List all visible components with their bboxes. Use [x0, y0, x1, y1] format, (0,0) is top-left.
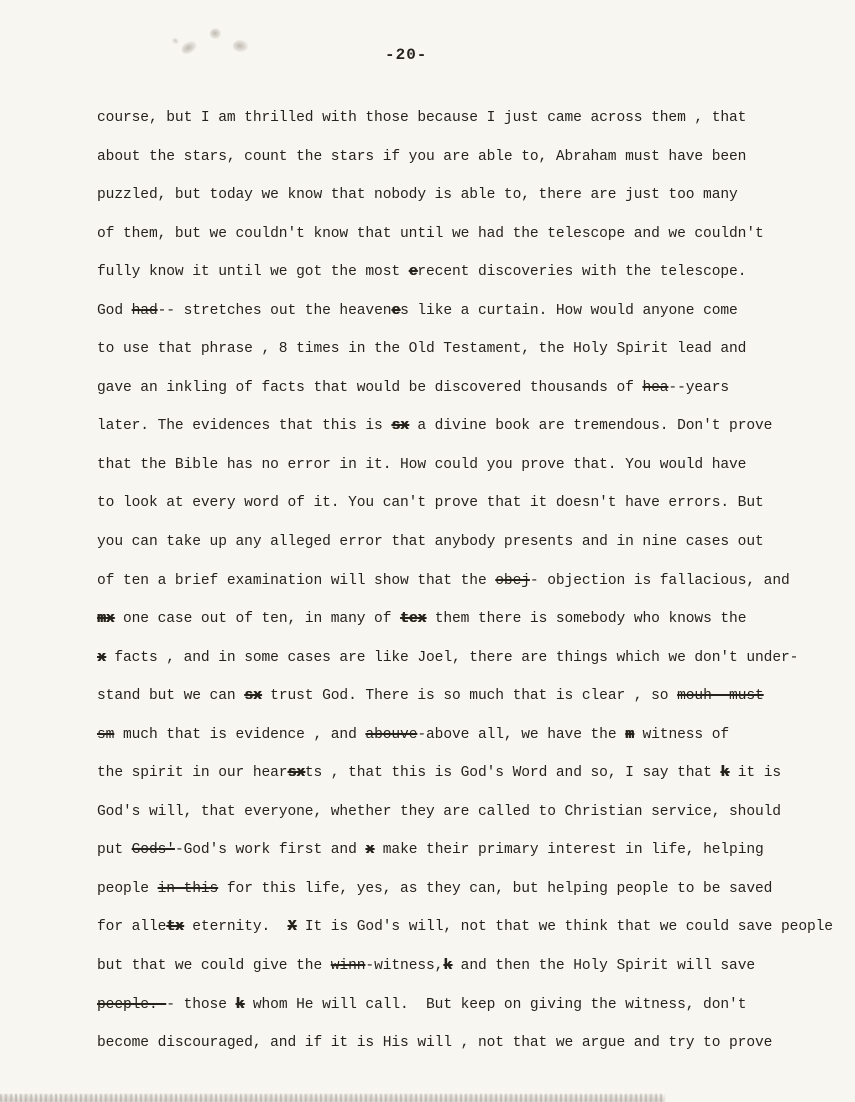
- overstruck-text: k: [235, 996, 245, 1013]
- text-segment: one case out of ten, in many of: [114, 611, 401, 628]
- transcript-line: [97, 99, 825, 138]
- text-segment: -witness,: [365, 958, 444, 975]
- text-segment: It is God's will, not that we think that we could save people: [296, 919, 833, 936]
- transcript-line: [97, 600, 825, 639]
- transcript-line: [97, 947, 825, 986]
- text-segment: - those: [166, 996, 236, 1013]
- scan-artifact-bottom-edge: [0, 1094, 665, 1102]
- struck-text: had: [131, 302, 158, 319]
- text-segment: that the Bible has no error in it. How could you prove that. You would have: [97, 456, 747, 473]
- text-segment: it is: [729, 765, 782, 782]
- text-segment: eternity.: [183, 919, 288, 936]
- transcript-line: [97, 523, 825, 562]
- struck-text: hea: [642, 379, 669, 396]
- text-segment: people: [97, 880, 158, 897]
- text-segment: make their primary interest in life, helping: [374, 842, 764, 859]
- text-segment: put: [97, 842, 132, 859]
- text-segment: God's will, that everyone, whether they are called to Christian service, should: [97, 803, 781, 820]
- text-segment: of them, but we couldn't know that until we had the telescope and we couldn't: [97, 225, 764, 242]
- struck-text: Gods': [131, 842, 175, 859]
- transcript-line: [97, 639, 825, 678]
- text-segment: a divine book are tremendous. Don't prove: [408, 418, 773, 435]
- transcript-line: [97, 138, 825, 177]
- text-segment: to use that phrase , 8 times in the Old Testament, the Holy Spirit lead and: [97, 341, 747, 358]
- overstruck-text: x: [97, 649, 106, 666]
- text-segment: and then the Holy Spirit will save: [452, 958, 756, 975]
- ink-smudge: [171, 36, 180, 45]
- text-segment: stand but we can: [97, 688, 245, 705]
- text-segment: trust God. There is so much that is clear , so: [261, 688, 678, 705]
- text-segment: gave an inkling of facts that would be discovered thousands of: [97, 379, 643, 396]
- transcript-line: [97, 253, 825, 292]
- overstruck-text: mx: [97, 611, 115, 628]
- text-segment: about the stars, count the stars if you are able to, Abraham must have been: [97, 148, 747, 165]
- text-segment: God: [97, 302, 132, 319]
- struck-text: obej: [495, 572, 530, 589]
- text-segment: -God's work first and: [174, 842, 366, 859]
- text-segment: become discouraged, and if it is His will , not that we argue and try to prove: [97, 1035, 773, 1052]
- overstruck-text: tex: [400, 611, 427, 628]
- struck-text: sm: [97, 726, 115, 743]
- struck-text: mouh--must: [677, 688, 764, 705]
- ink-smudge: [179, 39, 198, 56]
- transcript-line: [97, 369, 825, 408]
- text-segment: to look at every word of it. You can't prove that it doesn't have errors. But: [97, 495, 764, 512]
- transcript-line: [97, 716, 825, 755]
- transcript-line: [97, 677, 825, 716]
- page-number: -20-: [385, 46, 428, 64]
- overstruck-text: sx: [287, 765, 305, 782]
- transcript-body: [97, 99, 833, 1063]
- overstruck-text: x: [365, 842, 375, 859]
- ink-smudge: [209, 27, 222, 40]
- text-segment: fully know it until we got the most: [97, 264, 409, 281]
- text-segment: recent discoveries with the telescope.: [417, 264, 747, 281]
- transcript-line: [97, 986, 825, 1025]
- text-segment: course, but I am thrilled with those because I just came across them , that: [97, 110, 747, 126]
- transcript-line: [97, 176, 825, 215]
- text-segment: the spirit in our hear: [97, 765, 288, 782]
- text-segment: puzzled, but today we know that nobody is able to, there are just too many: [97, 187, 738, 204]
- text-segment: but that we could give the: [97, 958, 331, 975]
- text-segment: s like a curtain. How would anyone come: [400, 302, 738, 319]
- transcript-line: [97, 484, 825, 523]
- text-segment: much that is evidence , and: [114, 726, 366, 743]
- overstruck-text: e: [391, 302, 401, 319]
- overstruck-text: e: [408, 264, 418, 281]
- transcript-line: [97, 870, 825, 909]
- struck-text: peeple.-: [97, 996, 167, 1013]
- transcript-line: [97, 562, 825, 601]
- text-segment: them there is somebody who knows the: [426, 611, 747, 628]
- transcript-line: [97, 1024, 825, 1063]
- overstruck-text: X: [287, 919, 297, 936]
- text-segment: --years: [668, 379, 730, 396]
- struck-text: winn: [330, 958, 366, 975]
- text-segment: whom He will call. But keep on giving the witness, don't: [244, 996, 747, 1013]
- transcript-line: [97, 330, 825, 369]
- overstruck-text: sx: [391, 418, 409, 435]
- text-segment: for alle: [97, 919, 167, 936]
- struck-text: in this: [157, 880, 219, 897]
- overstruck-text: m: [625, 726, 634, 743]
- text-segment: you can take up any alleged error that anybody presents and in nine cases out: [97, 534, 764, 551]
- transcript-line: [97, 793, 825, 832]
- overstruck-text: tx: [166, 919, 184, 936]
- overstruck-text: sx: [244, 688, 262, 705]
- transcript-line: [97, 292, 825, 331]
- text-segment: -- stretches out the heaven: [157, 302, 392, 319]
- transcript-line: [97, 446, 825, 485]
- transcript-line: [97, 831, 825, 870]
- text-segment: ts , that this is God's Word and so, I say that: [304, 765, 721, 782]
- transcript-line: [97, 908, 833, 947]
- transcript-line: [97, 215, 825, 254]
- text-segment: facts , and in some cases are like Joel, there are things which we don't under-: [105, 649, 799, 666]
- text-segment: for this life, yes, as they can, but helping people to be saved: [218, 880, 773, 897]
- text-segment: -above all, we have the: [417, 726, 626, 743]
- text-segment: of ten a brief examination will show that the: [97, 572, 496, 589]
- overstruck-text: k: [720, 765, 730, 782]
- text-segment: later. The evidences that this is: [97, 418, 392, 435]
- overstruck-text: k: [443, 958, 452, 975]
- ink-smudge: [232, 39, 249, 53]
- transcript-line: [97, 407, 825, 446]
- struck-text: abouve: [365, 726, 418, 743]
- transcript-line: [97, 754, 825, 793]
- text-segment: witness of: [633, 726, 730, 743]
- text-segment: - objection is fallacious, and: [529, 572, 790, 589]
